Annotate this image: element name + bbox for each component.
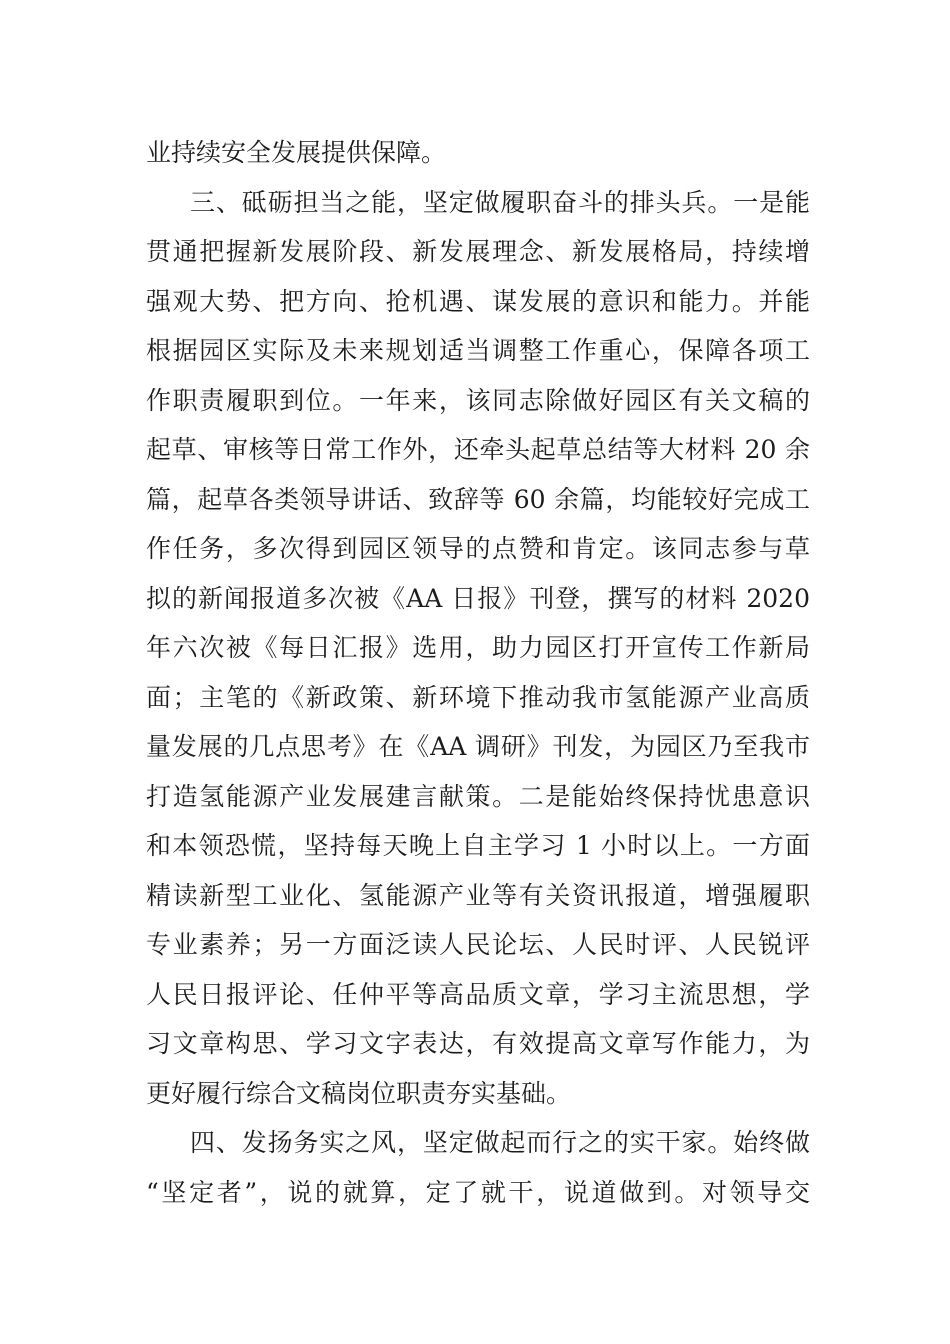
text-line: “坚定者”，说的就算，定了就干，说道做到。对领导交 — [146, 1177, 810, 1207]
text-line: 专业素养；另一方面泛读人民论坛、人民时评、人民锐评 — [146, 930, 810, 959]
paragraph-heading-line: 三、砥砺担当之能，坚定做履职奋斗的排头兵。一是能 — [190, 187, 810, 217]
text-line: 拟的新闻报道多次被《AA 日报》刊登，撰写的材料 2020 — [146, 583, 810, 613]
text-line: 和本领恐慌，坚持每天晚上自主学习 1 小时以上。一方面 — [146, 831, 810, 860]
text-line: 作任务，多次得到园区领导的点赞和肯定。该同志参与草 — [146, 534, 810, 563]
text-line: 量发展的几点思考》在《AA 调研》刊发，为园区乃至我市 — [146, 732, 810, 761]
text-line: 精读新型工业化、氢能源产业等有关资讯报道，增强履职 — [146, 880, 810, 910]
text-line: 贯通把握新发展阶段、新发展理念、新发展格局，持续增 — [146, 237, 810, 266]
text-line: 人民日报评论、任仲平等高品质文章，学习主流思想，学 — [146, 979, 810, 1009]
text-line: 起草、审核等日常工作外，还牵头起草总结等大材料 20 余 — [146, 435, 810, 464]
text-line: 打造氢能源产业发展建言献策。二是能始终保持忧患意识 — [146, 781, 810, 811]
text-line: 年六次被《每日汇报》选用，助力园区打开宣传工作新局 — [146, 633, 810, 662]
body-text — [146, 128, 810, 1217]
text-line: 根据园区实际及未来规划适当调整工作重心，保障各项工 — [146, 336, 810, 365]
text-line: 强观大势、把方向、抢机遇、谋发展的意识和能力。并能 — [146, 286, 810, 316]
text-line: 篇，起草各类领导讲话、致辞等 60 余篇，均能较好完成工 — [146, 484, 810, 514]
text-line: 作职责履职到位。一年来，该同志除做好园区有关文稿的 — [146, 385, 810, 415]
text-line: 业持续安全发展提供保障。 — [146, 138, 447, 167]
paragraph-heading-line: 四、发扬务实之风，坚定做起而行之的实干家。始终做 — [190, 1128, 810, 1157]
text-line: 更好履行综合文稿岗位职责夯实基础。 — [146, 1078, 572, 1108]
text-line: 面；主笔的《新政策、新环境下推动我市氢能源产业高质 — [146, 682, 810, 712]
text-line: 习文章构思、学习文字表达，有效提高文章写作能力，为 — [146, 1029, 810, 1058]
